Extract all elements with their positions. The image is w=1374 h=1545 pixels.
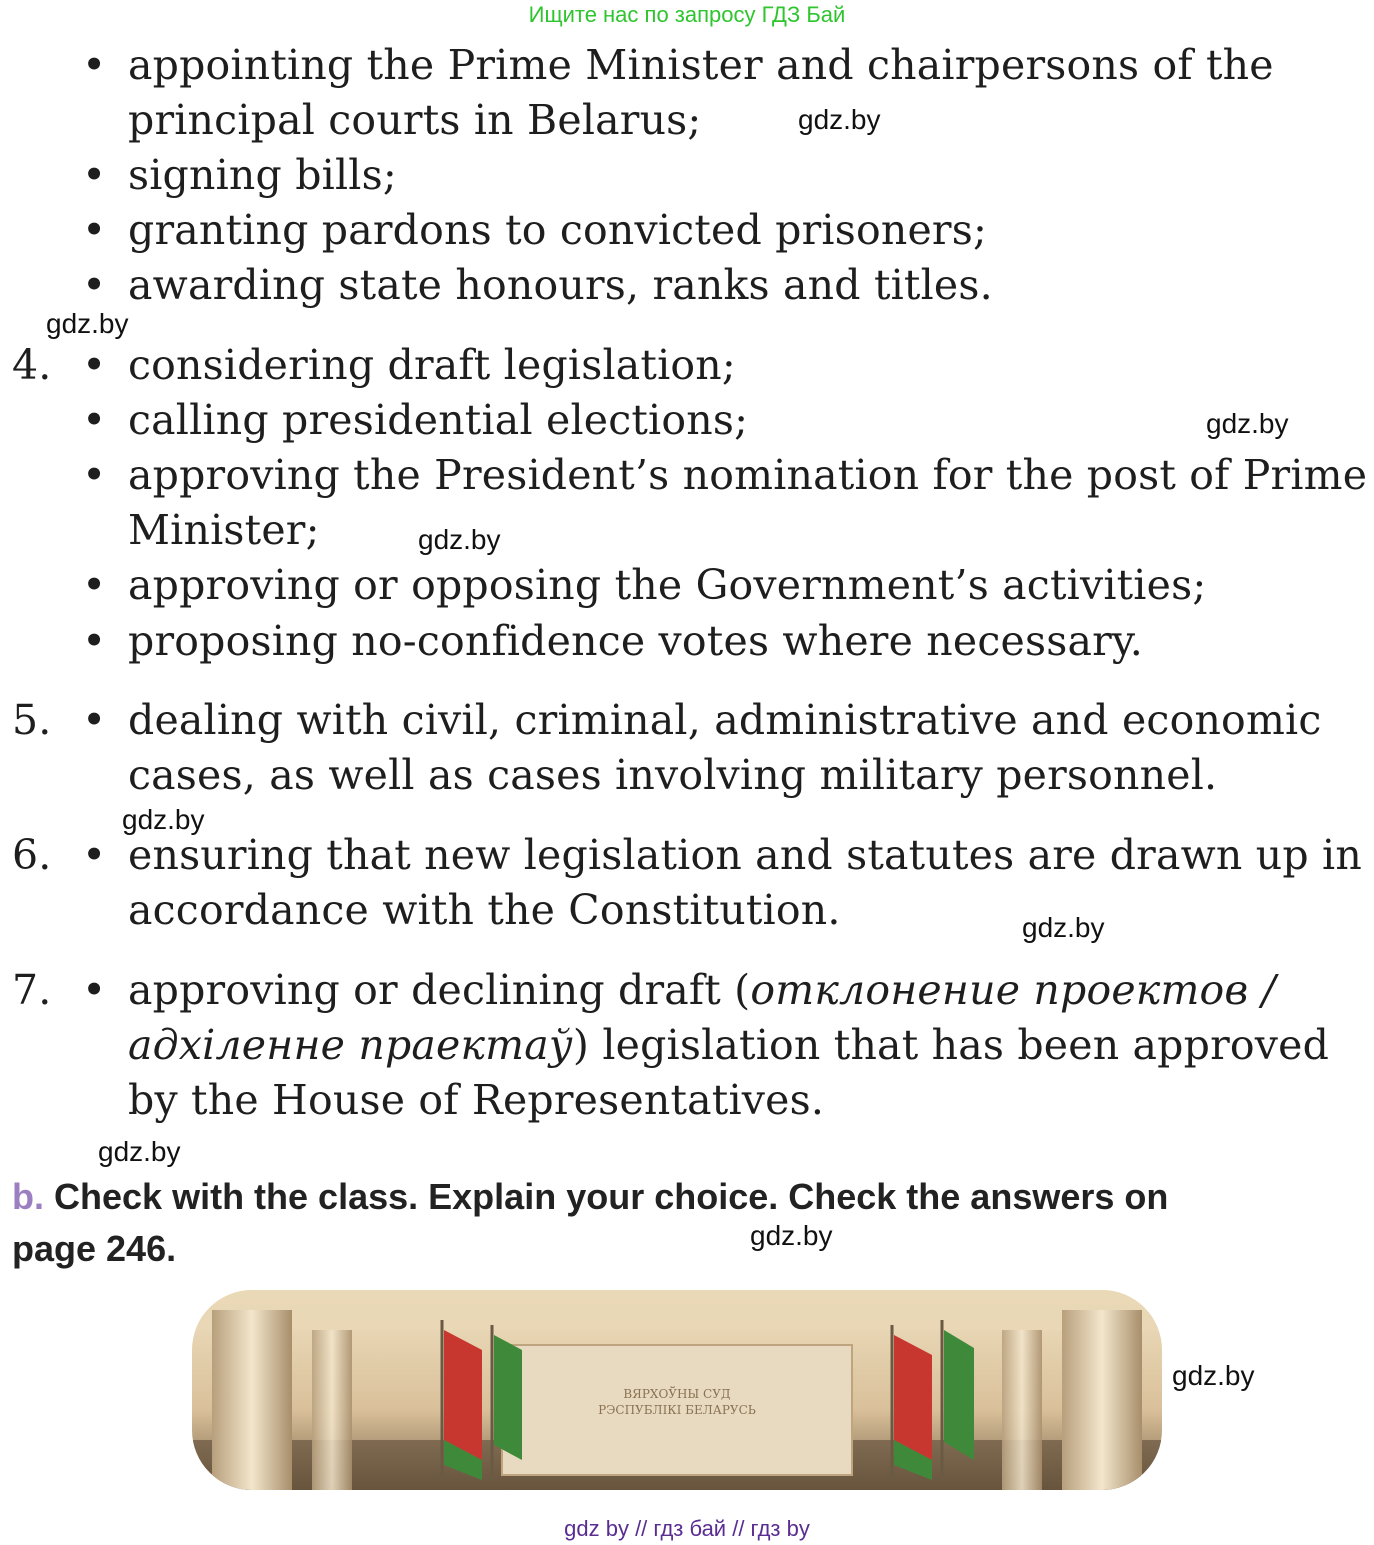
- bullet: •: [82, 341, 107, 389]
- flag-green-left: [494, 1335, 522, 1460]
- item-number: 4.: [12, 341, 52, 389]
- list-item-continuation: cases, as well as cases involving military personnel.: [128, 751, 1218, 799]
- column-right-inner: [1002, 1330, 1042, 1490]
- column-left-inner: [312, 1330, 352, 1490]
- search-banner[interactable]: Ищите нас по запросу ГДЗ Бай: [528, 2, 846, 27]
- sign-line-2: РЭСПУБЛІКІ БЕЛАРУСЬ: [598, 1403, 756, 1417]
- flag-belarus-right-red: [894, 1335, 932, 1460]
- watermark: gdz.by: [798, 104, 881, 135]
- bullet: •: [82, 831, 107, 879]
- column-left: [212, 1310, 292, 1490]
- list-item-continuation: [128, 1018, 1329, 1073]
- text-segment: ) legislation that has been approved: [572, 1021, 1330, 1069]
- task-text: Check with the class. Explain your choice. Check the answers on: [54, 1176, 1169, 1217]
- footer-links[interactable]: gdz by // гдз бай // гдз by: [564, 1516, 810, 1541]
- watermark: gdz.by: [46, 308, 129, 339]
- watermark: gdz.by: [750, 1220, 833, 1251]
- item-number: 7.: [12, 966, 52, 1014]
- list-item: awarding state honours, ranks and titles.: [128, 261, 993, 309]
- bullet: •: [82, 151, 107, 199]
- task-instruction: [12, 1176, 1168, 1218]
- list-item: dealing with civil, criminal, administrative and economic: [128, 696, 1322, 744]
- list-item: approving or opposing the Government’s activities;: [128, 561, 1207, 609]
- translation-italic: отклонение проектов /: [750, 966, 1276, 1014]
- flag-green-right: [944, 1330, 974, 1460]
- supreme-court-photo: [192, 1290, 1162, 1490]
- supreme-court-illustration: [192, 1290, 1162, 1490]
- sign-line-1: ВЯРХОЎНЫ СУД: [623, 1387, 731, 1401]
- column-right: [1062, 1310, 1142, 1490]
- watermark: gdz.by: [122, 804, 205, 835]
- watermark: gdz.by: [1206, 408, 1289, 439]
- list-item: approving the President’s nomination for the post of Prime: [128, 451, 1368, 499]
- watermark: gdz.by: [1172, 1360, 1255, 1391]
- list-item-continuation: Minister;: [128, 506, 320, 554]
- bullet: •: [82, 617, 107, 665]
- watermark: gdz.by: [98, 1136, 181, 1167]
- list-item: ensuring that new legislation and statutes are drawn up in: [128, 831, 1362, 879]
- list-item: considering draft legislation;: [128, 341, 736, 389]
- bullet: •: [82, 206, 107, 254]
- item-number: 5.: [12, 696, 52, 744]
- task-instruction-continuation: page 246.: [12, 1228, 177, 1269]
- task-letter: b.: [12, 1176, 44, 1217]
- bullet: •: [82, 561, 107, 609]
- bullet: •: [82, 41, 107, 89]
- list-item-continuation: accordance with the Constitution.: [128, 886, 841, 934]
- list-item-continuation: principal courts in Belarus;: [128, 96, 702, 144]
- ceiling: [192, 1290, 1162, 1330]
- watermark: gdz.by: [418, 524, 501, 555]
- list-item: appointing the Prime Minister and chairpersons of the: [128, 41, 1274, 89]
- list-item: granting pardons to convicted prisoners;: [128, 206, 987, 254]
- list-item: calling presidential elections;: [128, 396, 749, 444]
- bullet: •: [82, 396, 107, 444]
- bullet: •: [82, 451, 107, 499]
- list-item: proposing no-confidence votes where necessary.: [128, 617, 1144, 665]
- watermark: gdz.by: [1022, 912, 1105, 943]
- flag-belarus-left-red: [444, 1330, 482, 1460]
- bullet: •: [82, 966, 107, 1014]
- bullet: •: [82, 696, 107, 744]
- list-item-continuation: by the House of Representatives.: [128, 1076, 825, 1124]
- bullet: •: [82, 261, 107, 309]
- item-number: 6.: [12, 831, 52, 879]
- list-item: [128, 963, 1276, 1018]
- text-segment: approving or declining draft (: [128, 966, 751, 1014]
- list-item: signing bills;: [128, 151, 397, 199]
- translation-italic: адхіленне праектаў: [128, 1021, 573, 1069]
